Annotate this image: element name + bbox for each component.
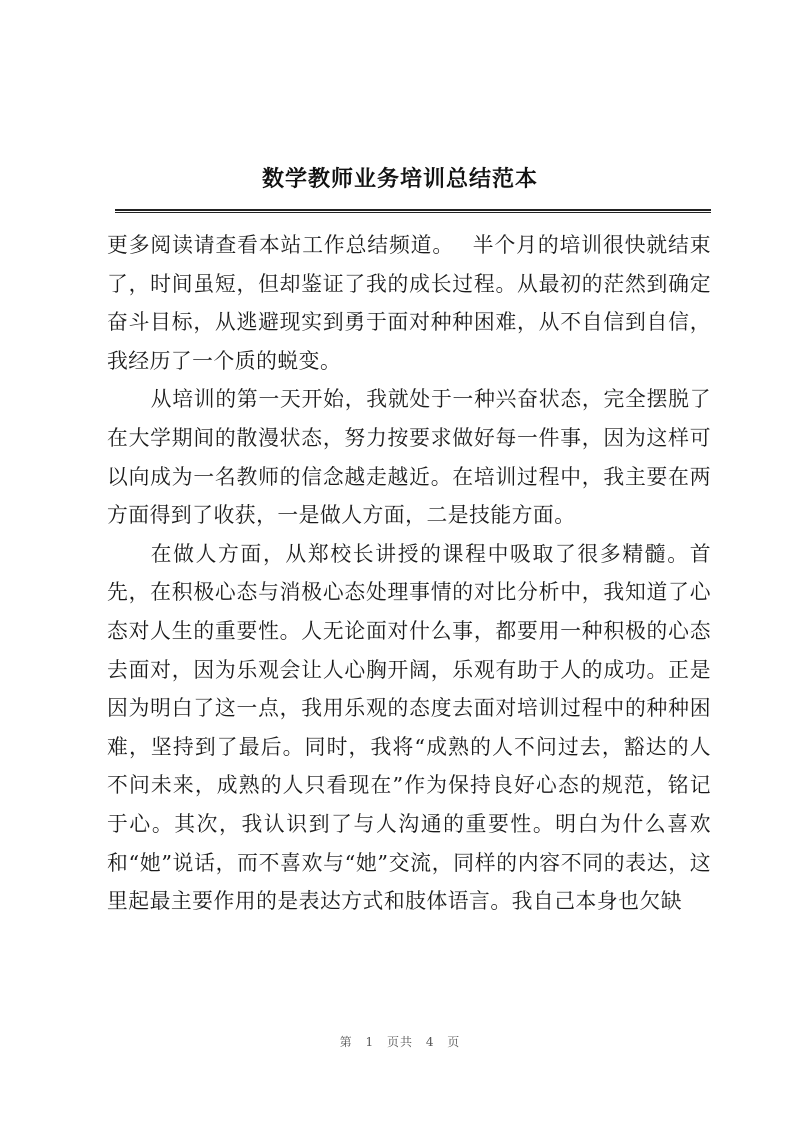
- footer-label-of: 页共: [386, 1035, 413, 1049]
- footer-label-page: 第: [339, 1035, 353, 1049]
- footer-total-pages: 4: [425, 1035, 435, 1049]
- document-title: 数学教师业务培训总结范本: [261, 167, 538, 192]
- footer-current-page: 1: [365, 1035, 375, 1049]
- paragraph-intro: 更多阅读请查看本站工作总结频道。 半个月的培训很快就结束了，时间虽短，但却鉴证了我的成长过程。从最初的茫然到确定奋斗目标，从逃避现实到勇于面对种种困难，从不自信到自信，我经历了一个质的蜕变。: [107, 233, 711, 373]
- title-divider: [115, 209, 711, 213]
- footer-label-end: 页: [447, 1035, 461, 1049]
- paragraph-first-day: 从培训的第一天开始，我就处于一种兴奋状态，完全摆脱了在大学期间的散漫状态，努力按要求做好每一件事，因为这样可以向成为一名教师的信念越走越近。在培训过程中，我主要在两方面得到了收获，一是做人方面，二是技能方面。: [107, 387, 711, 528]
- document-body: [107, 226, 711, 921]
- paragraph-personal-growth: 在做人方面，从郑校长讲授的课程中吸取了很多精髓。首先，在积极心态与消极心态处理事情的对比分析中，我知道了心态对人生的重要性。人无论面对什么事，都要用一种积极的心态去面对，因为乐观会让人心胸开阔，乐观有助于人的成功。正是因为明白了这一点，我用乐观的态度去面对培训过程中的种种困难，坚持到了最后。同时，我将“成熟的人不问过去，豁达的人不问未来，成熟的人只看现在”作为保持良好心态的规范，铭记于心。其次，我认识到了与人沟通的重要性。明白为什么喜欢和“她”说话，而不喜欢与“她”交流，同样的内容不同的表达，这里起最主要作用的是表达方式和肢体语言。我自己本身也欠缺: [107, 541, 711, 914]
- page-footer: [0, 1033, 800, 1050]
